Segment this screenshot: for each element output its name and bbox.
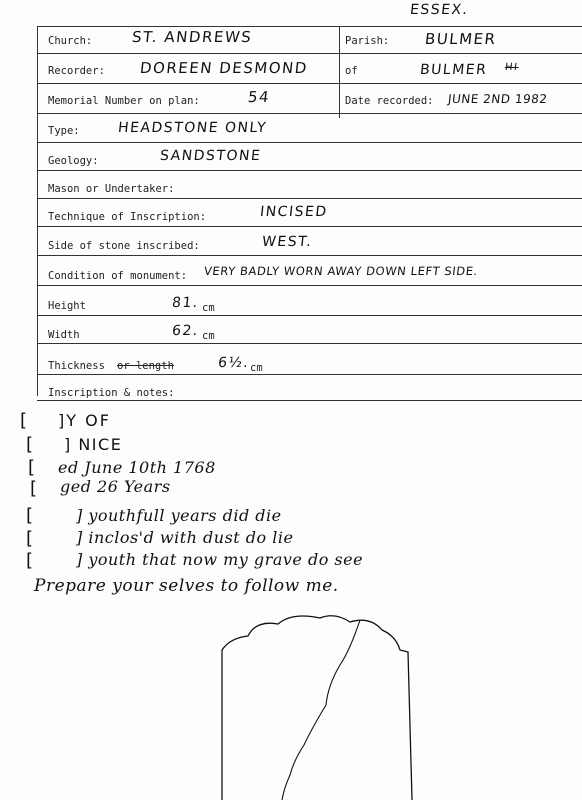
rule-6: [37, 198, 582, 199]
height-label: Height: [48, 300, 86, 312]
condition-label: Condition of monument:: [48, 270, 188, 282]
rule-9: [37, 285, 582, 286]
headstone-sketch: [200, 610, 440, 800]
rule-8: [37, 255, 582, 256]
rule-3: [37, 113, 582, 114]
memorial-value: 54: [247, 88, 272, 106]
width-label: Width: [48, 329, 80, 341]
bracket-1: [: [20, 410, 28, 431]
inscription-line-7: ] youth that now my grave do see: [76, 550, 364, 569]
width-unit: cm: [202, 330, 215, 342]
geology-value: SANDSTONE: [159, 148, 263, 164]
inscription-line-4: ged 26 Years: [60, 477, 171, 496]
recorder-value: DOREEN DESMOND: [139, 59, 309, 77]
inscription-line-2: ] NICE: [64, 435, 123, 454]
of-struck-value: HI: [504, 62, 520, 73]
of-value: BULMER: [419, 62, 489, 78]
side-label: Side of stone inscribed:: [48, 240, 200, 252]
technique-label: Technique of Inscription:: [48, 211, 207, 223]
technique-value: INCISED: [259, 204, 329, 220]
inscription-line-1: ]Y OF: [58, 411, 111, 430]
of-label: of: [345, 65, 358, 77]
bracket-3: [: [28, 457, 36, 478]
rule-1: [37, 53, 582, 54]
geology-label: Geology:: [48, 155, 99, 167]
parish-label: Parish:: [345, 35, 390, 47]
county-heading: ESSEX.: [409, 2, 470, 18]
date-value: JUNE 2ND 1982: [447, 92, 549, 106]
side-value: WEST.: [261, 234, 314, 250]
inscription-line-3: ed June 10th 1768: [58, 458, 216, 477]
rule-10: [37, 315, 582, 316]
type-label: Type:: [48, 125, 80, 137]
thickness-label: Thickness: [48, 360, 105, 372]
form-column-divider: [339, 26, 340, 118]
rule-7: [37, 226, 582, 227]
thickness-unit: cm: [250, 362, 263, 374]
form-top-rule: [37, 26, 582, 27]
church-value: ST. ANDREWS: [131, 28, 254, 46]
parish-value: BULMER: [424, 30, 498, 48]
rule-2: [37, 83, 582, 84]
width-value: 62.: [171, 323, 200, 339]
recorder-label: Recorder:: [48, 65, 105, 77]
rule-13: [37, 400, 582, 401]
rule-5: [37, 170, 582, 171]
bracket-5: [: [26, 505, 34, 526]
bracket-6: [: [26, 528, 34, 549]
thickness-value: 6½.: [217, 355, 251, 371]
rule-4: [37, 142, 582, 143]
inscription-line-6: ] inclos'd with dust do lie: [76, 528, 294, 547]
mason-label: Mason or Undertaker:: [48, 183, 175, 195]
height-value: 81.: [171, 295, 200, 311]
inscription-line-8: Prepare your selves to follow me.: [34, 576, 339, 596]
height-unit: cm: [202, 302, 215, 314]
worn-edge-line: [282, 620, 360, 800]
date-label: Date recorded:: [345, 95, 434, 107]
type-value: HEADSTONE ONLY: [117, 120, 268, 136]
bracket-4: [: [30, 478, 38, 499]
rule-12: [37, 374, 582, 375]
form-left-border: [37, 26, 38, 396]
condition-value: VERY BADLY WORN AWAY DOWN LEFT SIDE.: [203, 264, 479, 278]
memorial-label: Memorial Number on plan:: [48, 95, 200, 107]
headstone-outline: [222, 616, 412, 800]
inscription-line-5: ] youthfull years did die: [76, 506, 282, 525]
bracket-2: [: [26, 434, 34, 455]
bracket-7: [: [26, 550, 34, 571]
inscription-label: Inscription & notes:: [48, 387, 175, 399]
church-label: Church:: [48, 35, 93, 47]
rule-11: [37, 343, 582, 344]
thickness-struck-label: or length: [117, 360, 174, 372]
